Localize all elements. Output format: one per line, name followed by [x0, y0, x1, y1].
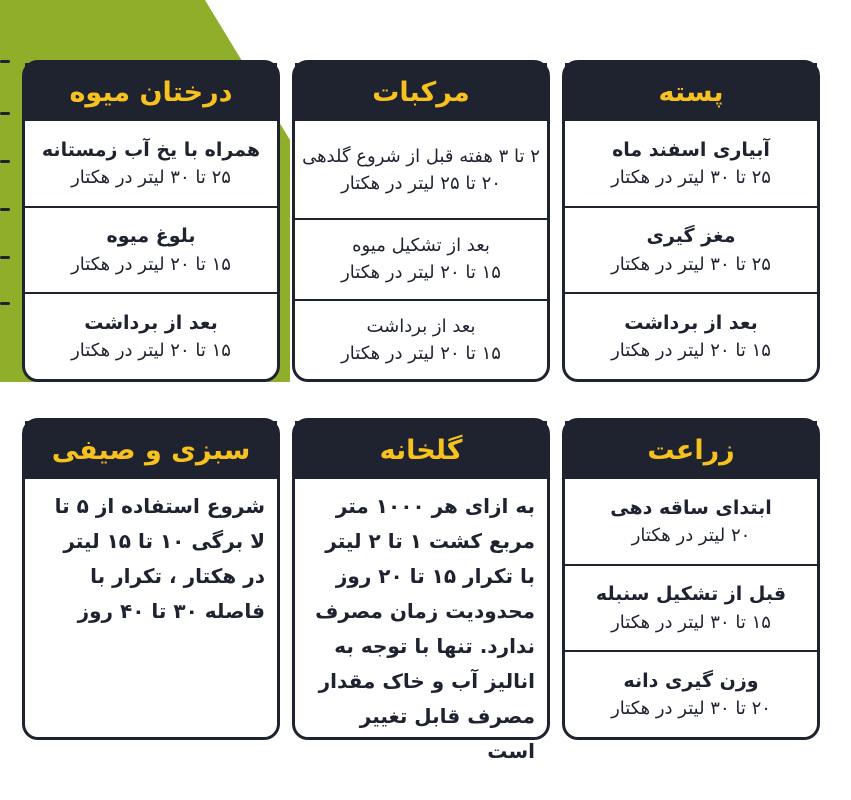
- card-row: [565, 652, 817, 737]
- row-detail: ۲۵ تا ۳۰ لیتر در هکتار: [71, 167, 231, 189]
- row-detail: ۱۵ تا ۲۰ لیتر در هکتار: [71, 340, 231, 362]
- card-title-fruit-trees: درختان میوه: [25, 63, 277, 121]
- card-row: [295, 301, 547, 379]
- card-row: [25, 208, 277, 295]
- row-title: مغز گیری: [646, 225, 736, 248]
- greenhouse-text: به ازای هر ۱۰۰۰ متر مربع کشت ۱ تا ۲ لیتر با تکرار ۱۵ تا ۲۰ روز محدودیت زمان مصرف ندارد. تنها با توجه به انالیز آب و خاک مقدار مصرف قابل تغییر است: [315, 494, 535, 763]
- card-row: [565, 479, 817, 566]
- card-title-citrus: مرکبات: [295, 63, 547, 121]
- row-detail: ۱۵ تا ۲۰ لیتر در هکتار: [71, 253, 231, 275]
- row-title: بعد از برداشت: [366, 315, 476, 337]
- card-vegetables: [22, 418, 280, 740]
- card-fruit-trees: [22, 60, 280, 382]
- row-detail: ۱۵ تا ۲۰ لیتر در هکتار: [341, 342, 501, 364]
- card-farming: [562, 418, 820, 740]
- vegetables-text: شروع استفاده از ۵ تا لا برگی ۱۰ تا ۱۵ لیتر در هکتار ، تکرار با فاصله ۳۰ تا ۴۰ روز: [54, 494, 265, 623]
- card-row: [295, 220, 547, 300]
- row-detail: ۱۵ تا ۲۰ لیتر در هکتار: [341, 262, 501, 284]
- card-row: [565, 208, 817, 295]
- card-title-greenhouse: گلخانه: [295, 421, 547, 479]
- card-greenhouse: [292, 418, 550, 763]
- row-title: بلوغ میوه: [106, 225, 196, 248]
- row-title: ابتدای ساقه دهی: [610, 496, 772, 519]
- card-title-farming: زراعت: [565, 421, 817, 479]
- row-title: وزن گیری دانه: [623, 669, 759, 692]
- card-row: [565, 566, 817, 653]
- row-title: آبیاری اسفند ماه: [612, 138, 770, 161]
- row-detail: ۲۰ تا ۳۰ لیتر در هکتار: [611, 698, 771, 720]
- card-row: [565, 294, 817, 379]
- row-detail: ۱۵ تا ۲۰ لیتر در هکتار: [611, 340, 771, 362]
- card-pistachio: [562, 60, 820, 382]
- side-decoration-marks: [0, 40, 12, 340]
- card-row: [25, 294, 277, 379]
- card-row: [25, 121, 277, 208]
- card-row: [565, 121, 817, 208]
- row-detail: ۲۵ تا ۳۰ لیتر در هکتار: [611, 167, 771, 189]
- row-title: بعد از تشکیل میوه: [352, 235, 490, 257]
- card-citrus: [292, 60, 550, 382]
- row-title: بعد از برداشت: [84, 311, 218, 334]
- card-row: [295, 121, 547, 220]
- row-detail: ۲۵ تا ۳۰ لیتر در هکتار: [611, 253, 771, 275]
- row-title: بعد از برداشت: [624, 311, 758, 334]
- row-title: قبل از تشکیل سنبله: [595, 583, 787, 606]
- row-detail: ۲۰ لیتر در هکتار: [631, 525, 751, 547]
- card-title-vegetables: سبزی و صیفی: [25, 421, 277, 479]
- row-title: ۲ تا ۳ هفته قبل از شروع گلدهی ۲۰ تا ۲۵ لیتر در هکتار: [302, 145, 540, 194]
- row-detail: ۱۵ تا ۳۰ لیتر در هکتار: [611, 611, 771, 633]
- row-title: همراه با یخ آب زمستانه: [41, 138, 261, 161]
- card-title-pistachio: پسته: [565, 63, 817, 121]
